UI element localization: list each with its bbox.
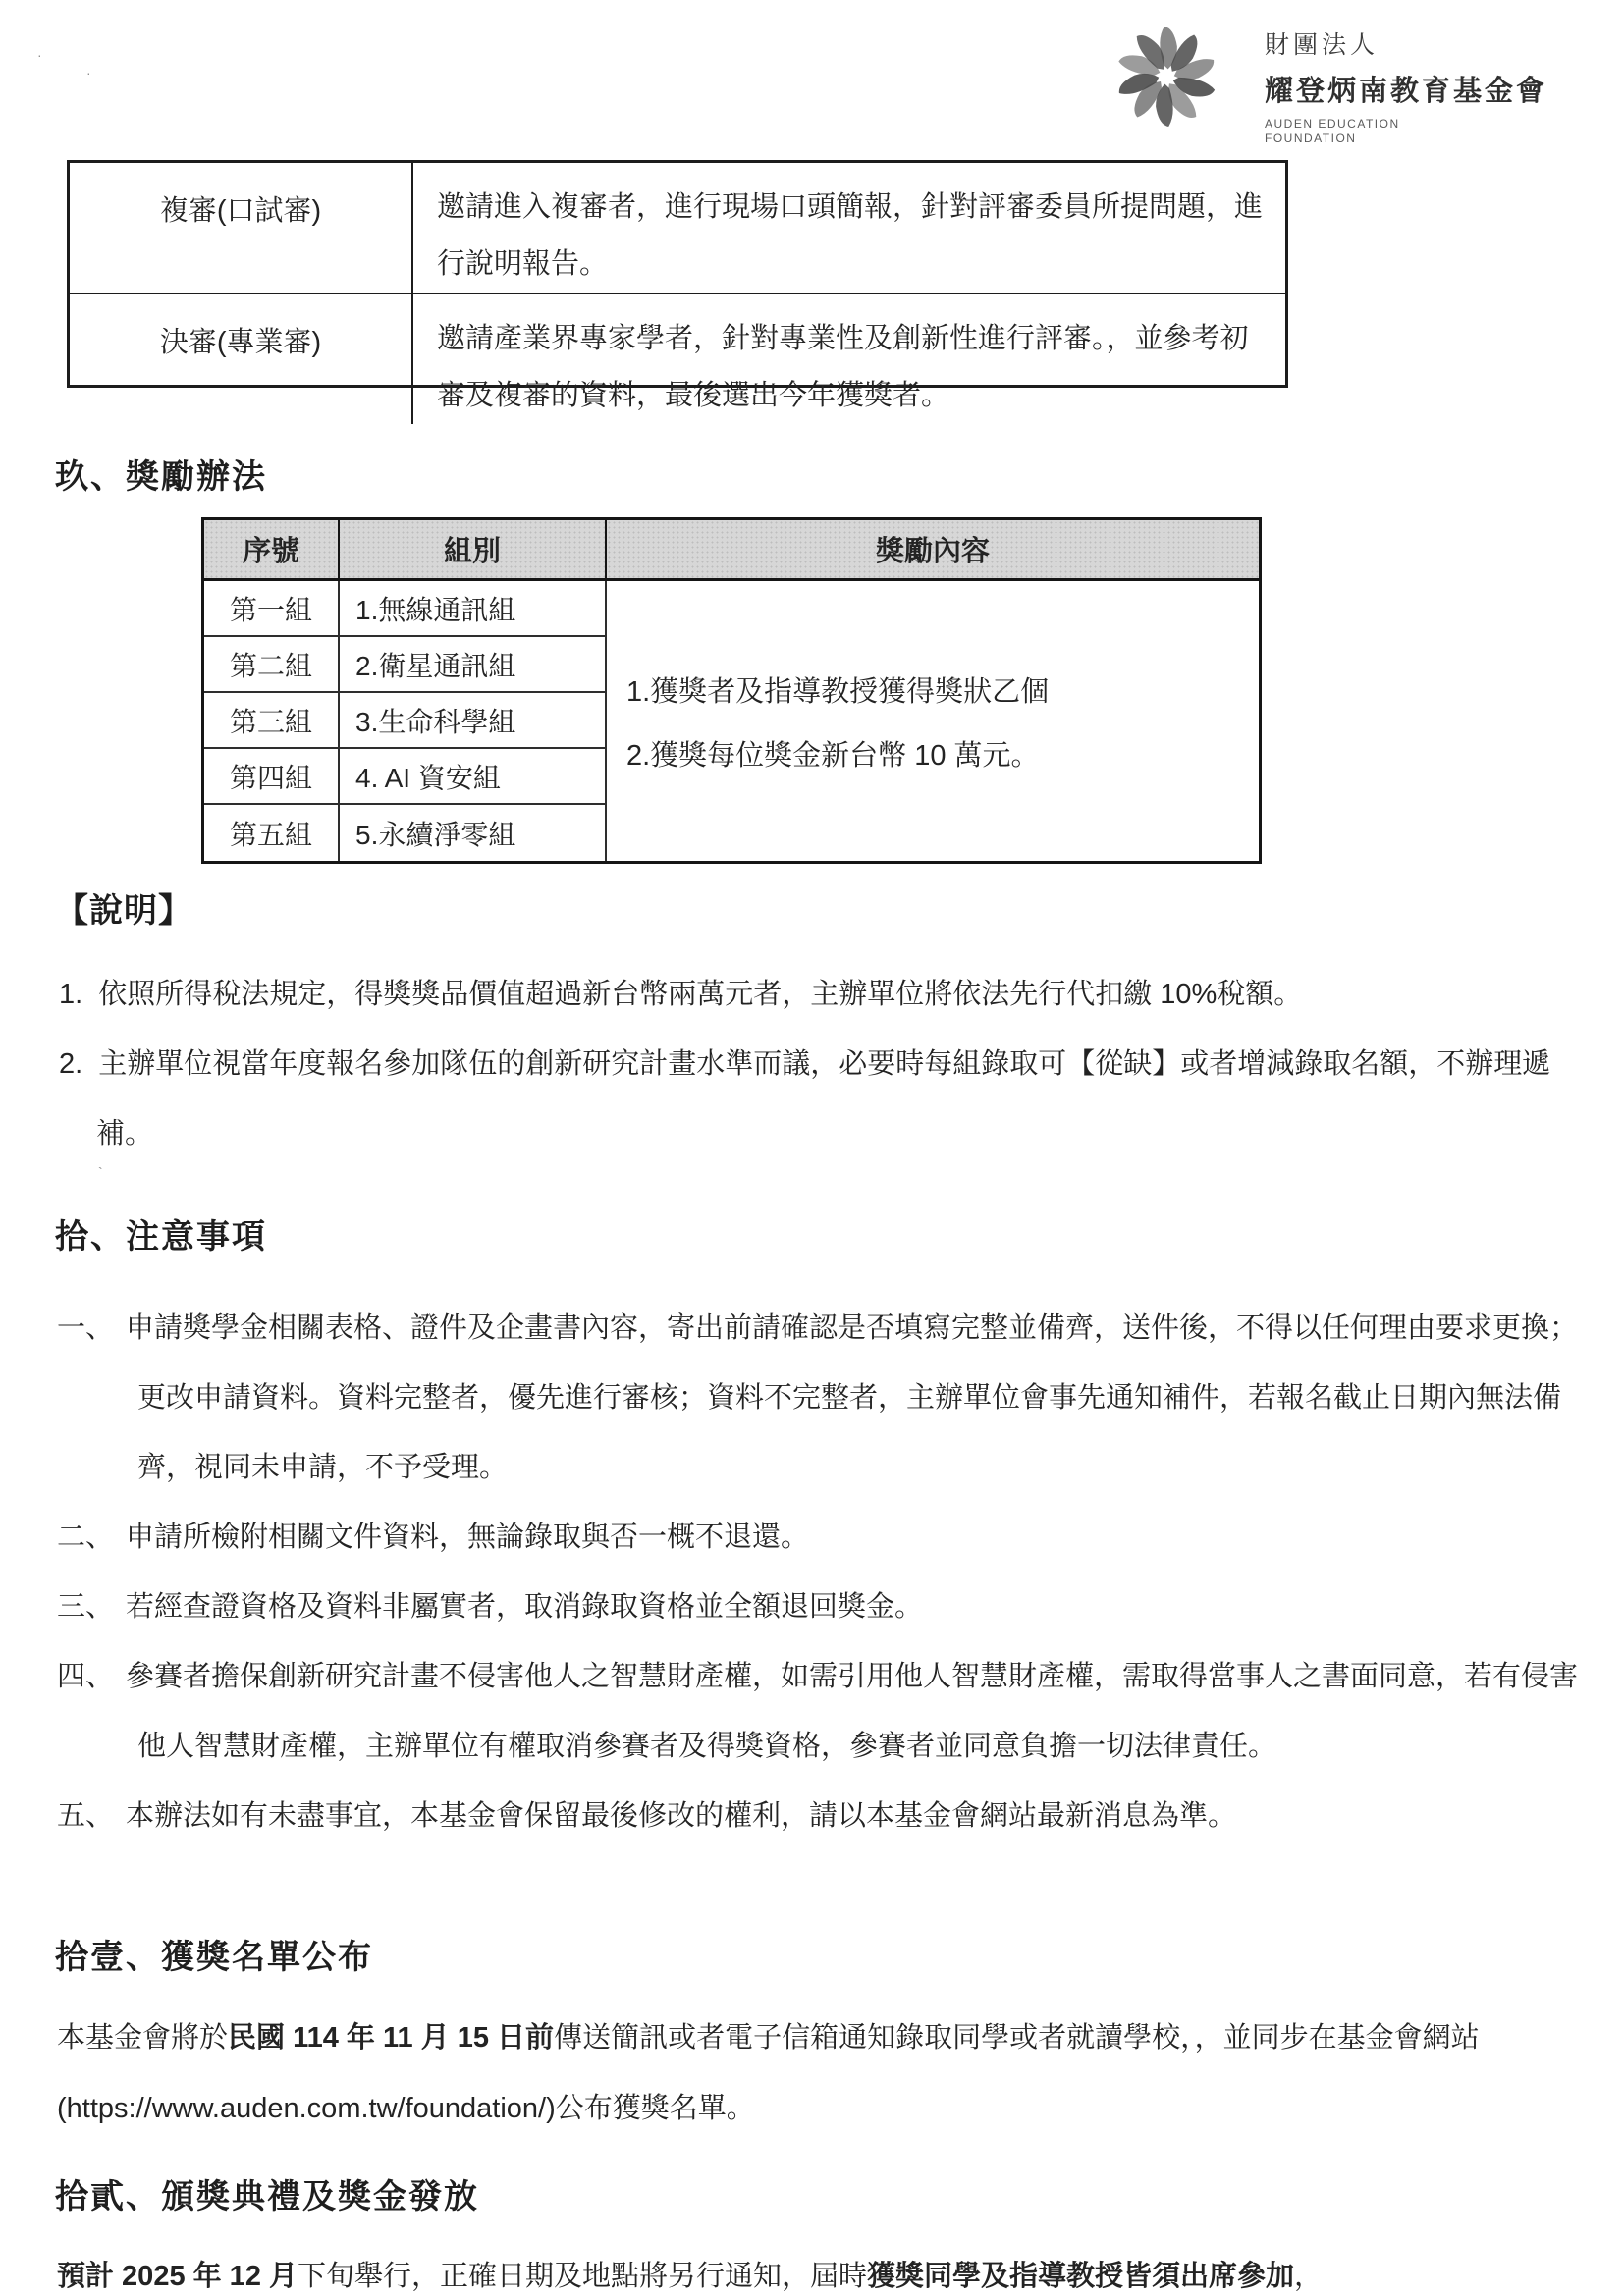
item-number: 四、 [57, 1661, 115, 1692]
cell-no: 第四組 [204, 749, 340, 803]
para-text: 傳送簡訊或者電子信箱通知錄取同學或者就讀學校，，並同步在基金會網站(https://www.auden.com.tw/foundation/)公布獲獎名單。 [57, 2022, 1480, 2124]
section11-paragraph [57, 2002, 1585, 2144]
foundation-logo [1102, 16, 1547, 146]
list-item [57, 1503, 1585, 1573]
table-row [204, 581, 607, 637]
table-cell-description: 邀請進入複審者，進行現場口頭簡報，針對評審委員所提問題，進行說明報告。 [413, 163, 1285, 294]
award-table-groups [204, 581, 607, 861]
section9-title: 玖、獎勵辦法 [55, 458, 267, 496]
item-number: 二、 [57, 1522, 115, 1553]
cell-no: 第三組 [204, 693, 340, 747]
award-table-header [204, 520, 1259, 581]
item-number: 三、 [57, 1591, 115, 1623]
cell-group: 1.無線通訊組 [340, 581, 607, 635]
list-item [59, 1030, 1579, 1169]
table-cell-description: 邀請產業界專家學者，針對專業性及創新性進行評審。，並參考初審及複審的資料，最後選出今年獲獎者。 [437, 323, 1249, 411]
list-item [57, 1642, 1585, 1782]
table-cell-stage: 決審(專業審) [70, 294, 413, 424]
cell-group: 5.永續淨零組 [340, 805, 607, 861]
notes-list [59, 960, 1579, 1169]
item-number: 1. [59, 979, 83, 1010]
table-row [204, 749, 607, 805]
item-number: 五、 [57, 1800, 115, 1832]
scan-artifact: ` [98, 1164, 103, 1180]
scan-artifact: · [37, 47, 42, 63]
item-text: 參賽者擔保創新研究計畫不侵害他人之智慧財產權，如需引用他人智慧財產權，需取得當事人之書面同意，若有侵害他人智慧財產權，主辦單位有權取消參賽者及得獎資格，參賽者並同意負擔一切法律責任。 [126, 1661, 1579, 1762]
item-text: 若經查證資格及資料非屬實者，取消錄取資格並全額退回獎金。 [126, 1591, 924, 1623]
item-number: 2. [59, 1048, 83, 1080]
item-text: 申請獎學金相關表格、證件及企畫書內容，寄出前請確認是否填寫完整並備齊，送件後，不得以任何理由要求更換；更改申請資料。資料完整者，優先進行審核；資料不完整者，主辦單位會事先通知補件，若報名截止日期內無法備齊，視同未申請，不予受理。 [126, 1312, 1579, 1483]
cell-group: 4. AI 資安組 [340, 749, 607, 803]
item-number: 一、 [57, 1312, 115, 1344]
attendance-requirement: 獲獎同學及指導教授皆須出席參加 [867, 2261, 1295, 2292]
ceremony-date: 預計 2025 年 12 月 [57, 2261, 298, 2292]
column-header-group: 組別 [340, 520, 607, 578]
cell-no: 第五組 [204, 805, 340, 861]
section12-paragraph [57, 2241, 1585, 2296]
section12-title: 拾貳、頒獎典禮及獎金發放 [55, 2178, 479, 2216]
org-en-label: AUDEN EDUCATION FOUNDATION [1265, 117, 1400, 145]
cell-group: 2.衛星通訊組 [340, 637, 607, 691]
table-row [204, 805, 607, 861]
list-item [57, 1573, 1585, 1642]
notes-title: 【說明】 [55, 892, 192, 930]
award-line-1: 1.獲獎者及指導教授獲得獎狀乙個 [626, 675, 1050, 708]
column-header-no: 序號 [204, 520, 340, 578]
column-header-award: 獎勵內容 [875, 536, 990, 567]
scan-artifact: · [86, 65, 91, 80]
leaf-pinwheel-icon [1102, 16, 1241, 135]
award-table [201, 517, 1262, 864]
org-name-label: 耀登炳南教育基金會 [1265, 76, 1548, 107]
list-item [57, 1294, 1585, 1503]
para-text: 下旬舉行，正確日期及地點將另行通知，屆時 [298, 2261, 868, 2292]
review-stage-table [67, 160, 1288, 411]
item-text: 申請所檢附相關文件資料，無論錄取與否一概不退還。 [126, 1522, 810, 1553]
item-text: 本辦法如有未盡事宜，本基金會保留最後修改的權利，請以本基金會網站最新消息為準。 [126, 1800, 1237, 1832]
cell-group: 3.生命科學組 [340, 693, 607, 747]
cell-no: 第二組 [204, 637, 340, 691]
cell-no: 第一組 [204, 581, 340, 635]
table-row [204, 693, 607, 749]
announcement-date: 民國 114 年 11 月 15 日前 [228, 2022, 555, 2054]
list-item [57, 1782, 1585, 1851]
para-text: 本基金會將於 [57, 2022, 229, 2054]
table-row [204, 637, 607, 693]
foundation-name-block [1265, 16, 1547, 146]
para-text: ， [1294, 2261, 1324, 2292]
list-item [59, 960, 1579, 1030]
notice-list [57, 1294, 1585, 1851]
section10-title: 拾、注意事項 [55, 1218, 267, 1255]
item-text: 主辦單位視當年度報名參加隊伍的創新研究計畫水準而議，必要時每組錄取可【從缺】或者增減錄取名額，不辦理遞補。 [96, 1048, 1551, 1149]
org-type-label: 財團法人 [1265, 31, 1380, 59]
item-text: 依照所得稅法規定，得獎獎品價值超過新台幣兩萬元者，主辦單位將依法先行代扣繳 10%稅額。 [98, 979, 1303, 1010]
section11-title: 拾壹、獲獎名單公布 [55, 1939, 373, 1976]
award-content-cell [607, 581, 1259, 861]
award-line-2: 2.獲獎每位獎金新台幣 10 萬元。 [626, 739, 1040, 772]
table-cell-stage: 複審(口試審) [70, 163, 413, 294]
